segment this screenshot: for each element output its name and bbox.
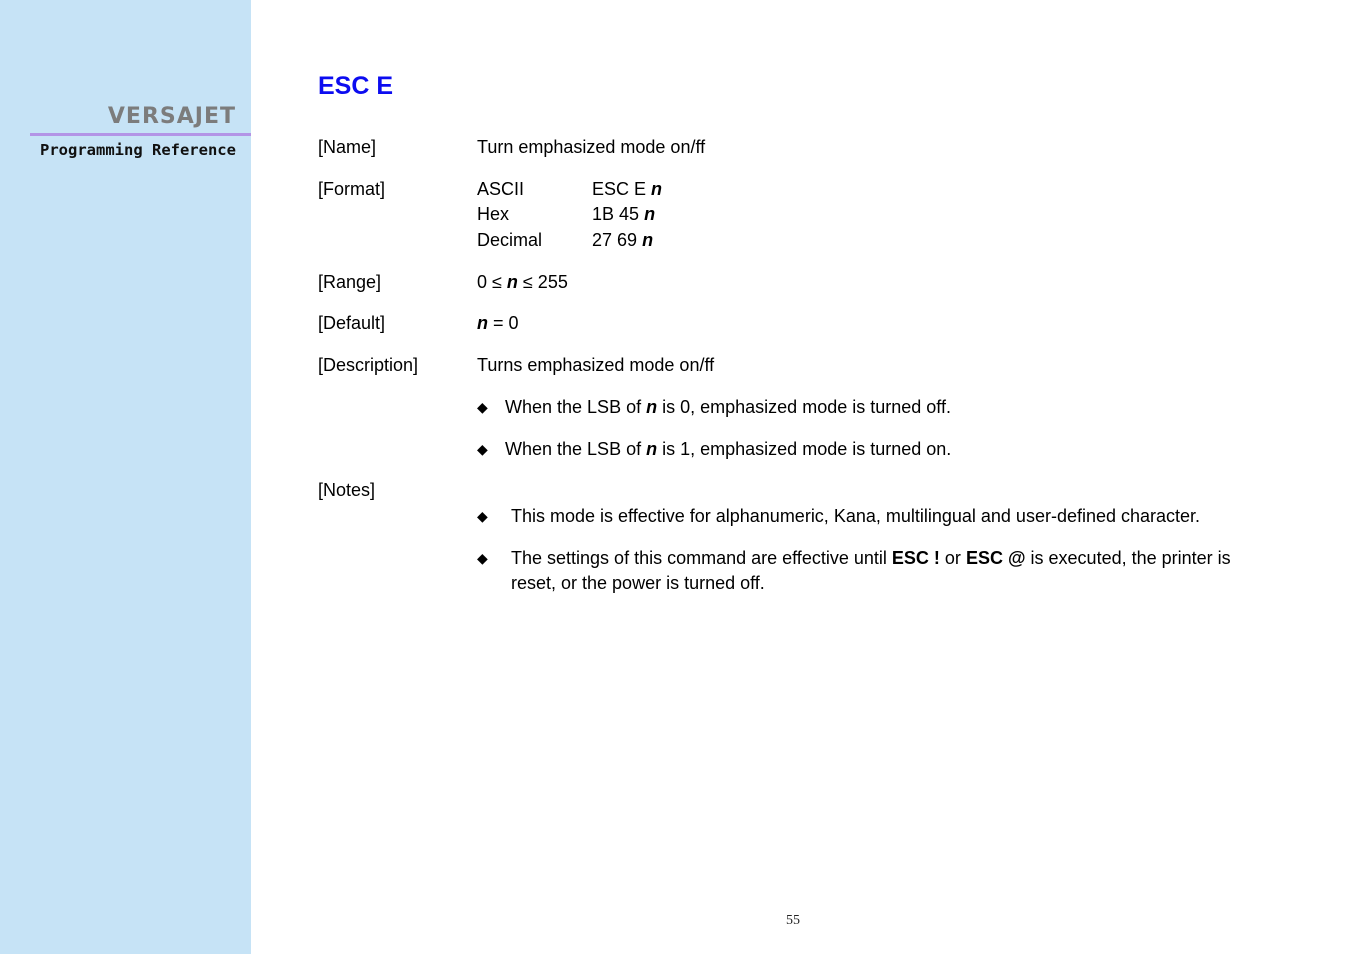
diamond-bullet-icon: ◆: [477, 508, 488, 524]
name-label: [Name]: [318, 137, 377, 157]
format-value-hex: 1B 45 n: [592, 204, 656, 224]
notes-bullet-2: The settings of this command are effective until ESC ! or ESC @ is executed, the printer is reset, or the power is turned off.: [511, 548, 1231, 593]
notes-bullet-1: This mode is effective for alphanumeric, Kana, multilingual and user-defined character.: [511, 506, 1201, 526]
format-label: [Format]: [318, 179, 386, 199]
range-value: 0 ≤ n ≤ 255: [477, 272, 568, 292]
format-value-ascii: ESC E n: [592, 179, 663, 199]
description-label: [Description]: [318, 355, 419, 375]
brand-logo: VERSAJET: [107, 104, 236, 129]
diamond-bullet-icon: ◆: [477, 399, 488, 415]
format-kind-ascii: ASCII: [477, 179, 525, 199]
name-value: Turn emphasized mode on/ff: [477, 137, 706, 157]
description-bullet-2: When the LSB of n is 1, emphasized mode is turned on.: [505, 439, 952, 459]
diamond-bullet-icon: ◆: [477, 441, 488, 457]
sidebar: [0, 0, 251, 954]
brand-divider: [30, 133, 251, 136]
brand-subtitle: Programming Reference: [40, 141, 236, 159]
default-label: [Default]: [318, 313, 386, 333]
diamond-bullet-icon: ◆: [477, 550, 488, 566]
format-kind-decimal: Decimal: [477, 230, 543, 250]
description-value: Turns emphasized mode on/ff: [477, 355, 715, 375]
format-value-decimal: 27 69 n: [592, 230, 654, 250]
format-kind-hex: Hex: [477, 204, 510, 224]
page-title: ESC E: [318, 72, 394, 100]
default-value: n = 0: [477, 313, 519, 333]
range-label: [Range]: [318, 272, 382, 292]
page-number: 55: [786, 913, 800, 928]
description-bullet-1: When the LSB of n is 0, emphasized mode is turned off.: [505, 397, 951, 417]
notes-label: [Notes]: [318, 480, 376, 500]
